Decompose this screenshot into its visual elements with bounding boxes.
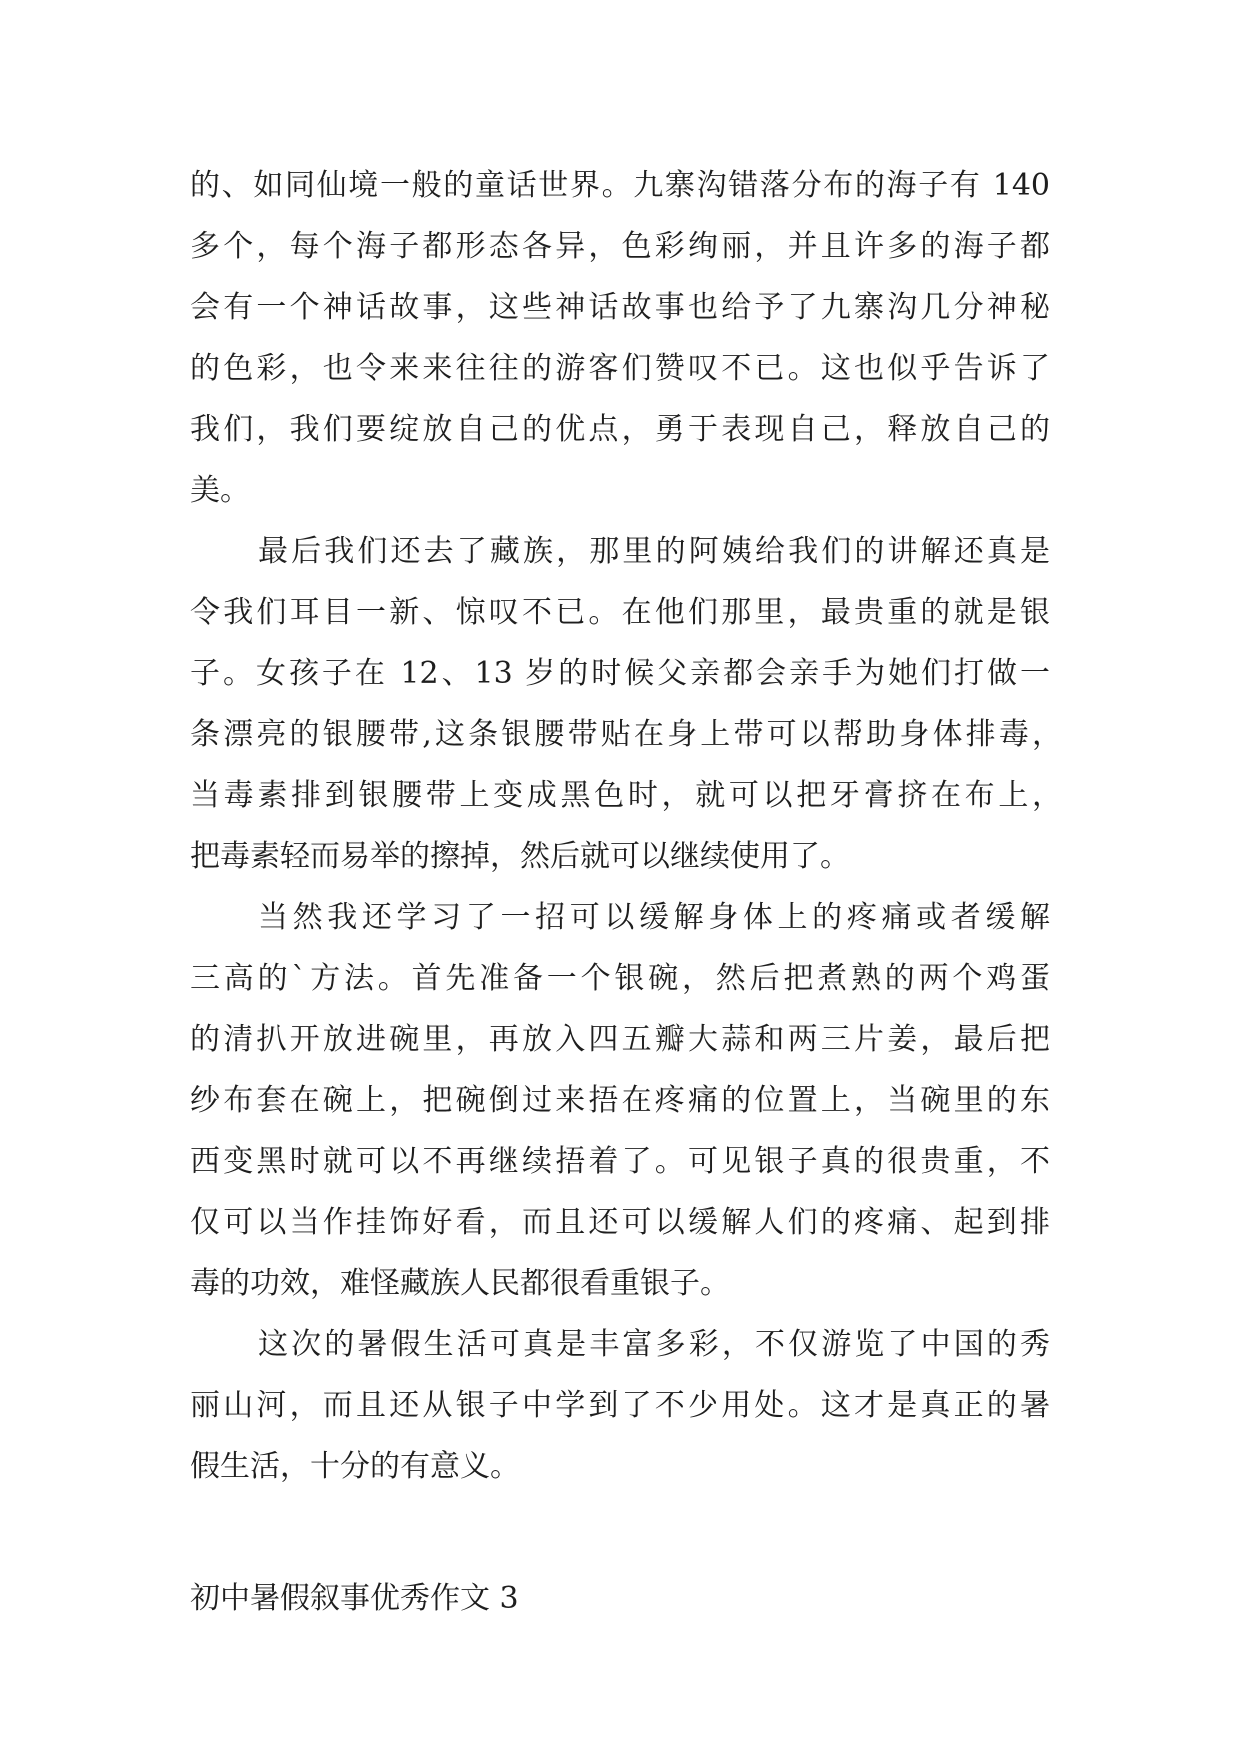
paragraph-jiuzhaigou	[190, 155, 1050, 521]
text-line: 令我们耳目一新、惊叹不已。在他们那里，最贵重的就是银	[190, 595, 1050, 630]
text-line: 的色彩，也令来来往往的游客们赞叹不已。这也似乎告诉了	[190, 351, 1050, 386]
text-line: 子。女孩子在 12、13 岁的时候父亲都会亲手为她们打做一	[190, 656, 1050, 691]
paragraph-silver-bowl-method	[190, 887, 1050, 1314]
text-line: 最后我们还去了藏族，那里的阿姨给我们的讲解还真是	[258, 534, 1050, 569]
text-line: 纱布套在碗上，把碗倒过来捂在疼痛的位置上，当碗里的东	[190, 1083, 1050, 1118]
text-line: 毒的功效，难怪藏族人民都很看重银子。	[190, 1266, 730, 1301]
text-line: 当毒素排到银腰带上变成黑色时，就可以把牙膏挤在布上，	[190, 778, 1062, 813]
text-line: 条漂亮的银腰带,这条银腰带贴在身上带可以帮助身体排毒，	[190, 717, 1062, 752]
text-line: 假生活，十分的有意义。	[190, 1449, 520, 1484]
article-body	[190, 155, 1062, 1497]
text-line: 的清扒开放进碗里，再放入四五瓣大蒜和两三片姜，最后把	[190, 1022, 1050, 1057]
text-line: 这次的暑假生活可真是丰富多彩，不仅游览了中国的秀	[258, 1327, 1050, 1362]
text-line: 会有一个神话故事，这些神话故事也给予了九寨沟几分神秘	[190, 290, 1050, 325]
text-line: 把毒素轻而易举的擦掉，然后就可以继续使用了。	[190, 839, 850, 874]
paragraph-tibetan-silver	[190, 521, 1062, 887]
text-line: 西变黑时就可以不再继续捂着了。可见银子真的很贵重，不	[190, 1144, 1050, 1179]
text-line: 仅可以当作挂饰好看，而且还可以缓解人们的疼痛、起到排	[190, 1205, 1050, 1240]
text-line: 三高的`方法。首先准备一个银碗，然后把煮熟的两个鸡蛋	[190, 961, 1050, 996]
paragraph-conclusion	[190, 1314, 1050, 1497]
text-line: 多个，每个海子都形态各异，色彩绚丽，并且许多的海子都	[190, 229, 1050, 264]
text-line: 丽山河，而且还从银子中学到了不少用处。这才是真正的暑	[190, 1388, 1050, 1423]
text-line: 我们，我们要绽放自己的优点，勇于表现自己，释放自己的	[190, 412, 1050, 447]
text-line: 当然我还学习了一招可以缓解身体上的疼痛或者缓解	[258, 900, 1050, 935]
text-line: 美。	[190, 473, 250, 508]
section-heading: 初中暑假叙事优秀作文 3	[190, 1581, 519, 1616]
text-line: 的、如同仙境一般的童话世界。九寨沟错落分布的海子有 140	[190, 168, 1050, 203]
